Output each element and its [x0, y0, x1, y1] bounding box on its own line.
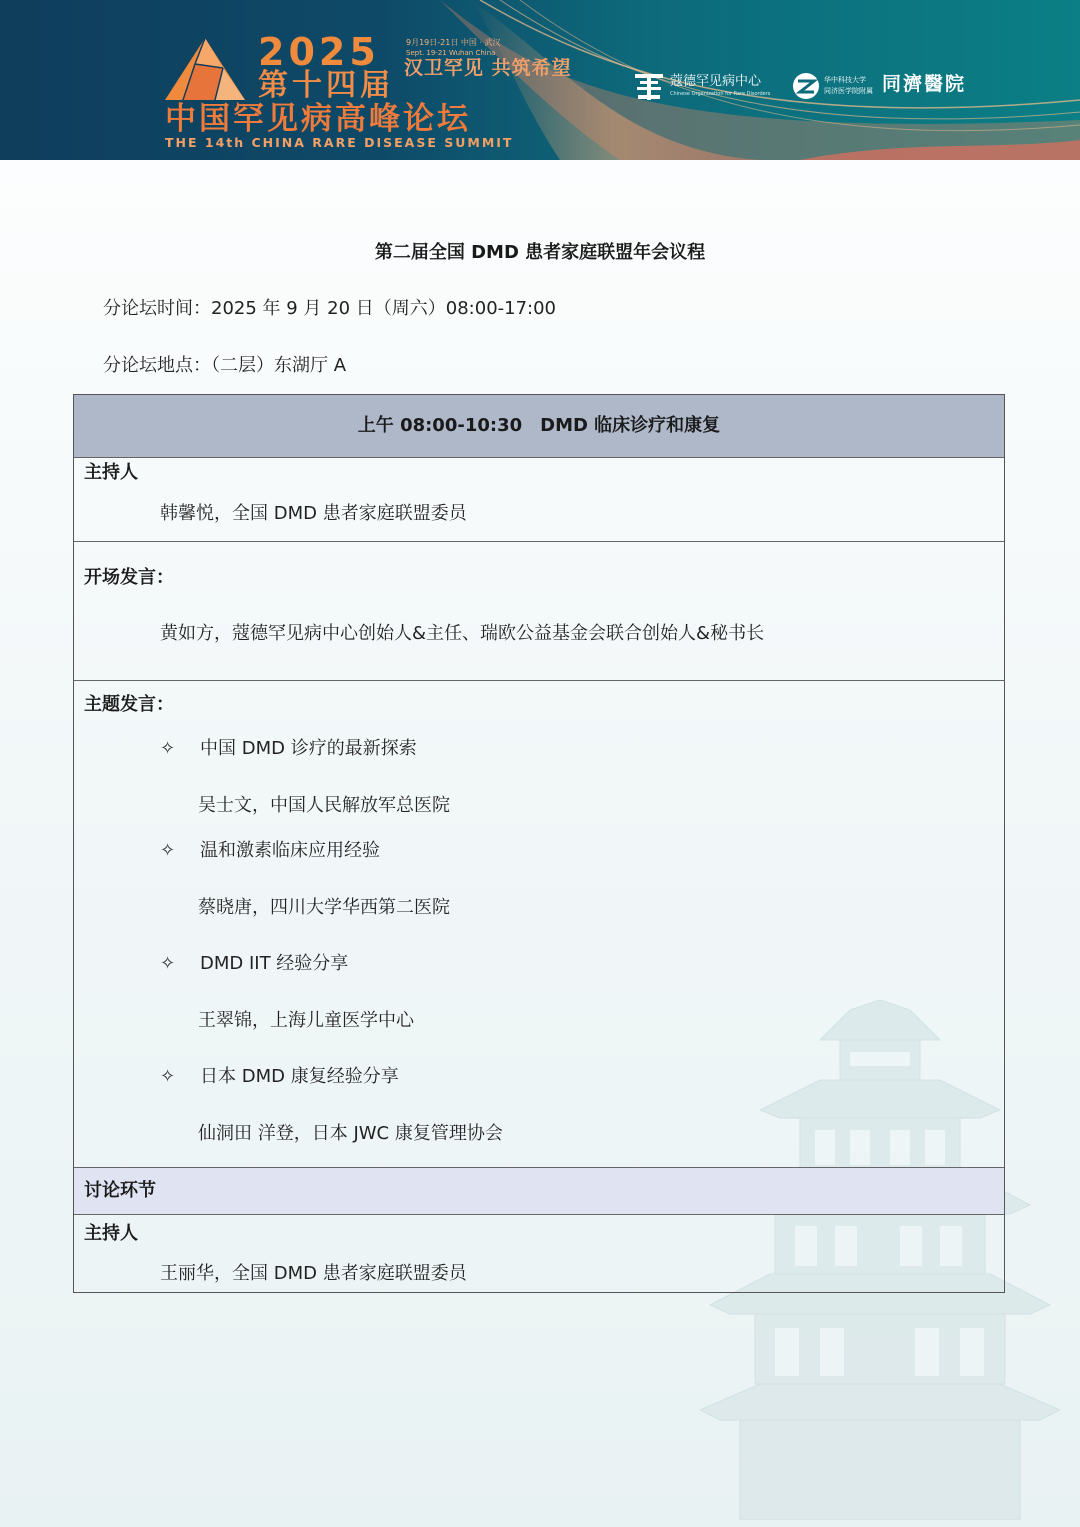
summit-date-en: Sept. 19-21 Wuhan China — [406, 49, 496, 57]
agenda-table — [73, 394, 1005, 1293]
opening-label: 开场发言： — [84, 567, 174, 588]
discussion-host-name: 王丽华，全国 DMD 患者家庭联盟委员 — [160, 1263, 467, 1284]
summit-forum-name: 中国罕见病高峰论坛 — [165, 101, 471, 137]
tongji-university-name: 华中科技大学 — [824, 76, 866, 84]
summit-english-name: THE 14th CHINA RARE DISEASE SUMMIT — [165, 135, 514, 150]
cord-logo-icon — [634, 72, 664, 102]
talk-bullet-icon: ✧ — [160, 953, 176, 974]
summit-banner — [0, 0, 1080, 160]
forum-time: 分论坛时间：2025 年 9 月 20 日（周六）08:00-17:00 — [103, 298, 557, 319]
talk-speaker: 蔡晓唐，四川大学华西第二医院 — [198, 897, 450, 918]
talk-bullet-icon: ✧ — [160, 1066, 176, 1087]
opening-row — [74, 542, 1004, 681]
keynote-label: 主题发言： — [84, 694, 174, 715]
talk-title: 日本 DMD 康复经验分享 — [200, 1066, 399, 1087]
summit-edition: 第十四届 — [258, 68, 394, 103]
host-label: 主持人 — [84, 462, 138, 483]
talk-bullet-icon: ✧ — [160, 738, 176, 759]
agenda-title: 第二届全国 DMD 患者家庭联盟年会议程 — [374, 242, 706, 263]
tongji-hospital-name: 同濟醫院 — [882, 73, 967, 95]
summit-logo-icon — [165, 38, 245, 100]
summit-date-cn: 9月19日-21日 中国 · 武汉 — [406, 38, 501, 47]
summit-year: 2025 — [258, 30, 380, 74]
discussion-row — [74, 1168, 1004, 1215]
talk-title: DMD IIT 经验分享 — [200, 953, 349, 974]
talk-speaker: 王翠锦，上海儿童医学中心 — [198, 1010, 414, 1031]
talk-speaker: 仙洞田 洋登，日本 JWC 康复管理协会 — [198, 1123, 503, 1144]
host-name: 韩馨悦，全国 DMD 患者家庭联盟委员 — [160, 503, 467, 524]
discussion-host-row — [74, 1215, 1004, 1293]
tongji-college-name: 同济医学院附属 — [824, 87, 873, 95]
talk-bullet-icon: ✧ — [160, 840, 176, 861]
cord-org-english: Chinese Organization for Rare Disorders — [670, 91, 771, 97]
talk-title: 温和激素临床应用经验 — [200, 840, 380, 861]
host-row — [74, 457, 1004, 542]
talk-speaker: 吴士文，中国人民解放军总医院 — [198, 795, 450, 816]
forum-place: 分论坛地点：（二层）东湖厅 A — [103, 355, 347, 376]
talk-title: 中国 DMD 诊疗的最新探索 — [200, 738, 417, 759]
summit-slogan: 汉卫罕见 共筑希望 — [404, 57, 572, 79]
discussion-host-label: 主持人 — [84, 1223, 138, 1244]
tongji-logo-icon — [792, 72, 820, 100]
opening-speaker: 黄如方，蔻德罕见病中心创始人&主任、瑞欧公益基金会联合创始人&秘书长 — [160, 623, 765, 644]
discussion-label: 讨论环节 — [84, 1180, 156, 1201]
session-header: 上午 08:00-10:30 DMD 临床诊疗和康复 — [74, 395, 1004, 458]
cord-org-name: 蔻德罕见病中心 — [670, 74, 762, 89]
keynote-row — [74, 681, 1004, 1168]
